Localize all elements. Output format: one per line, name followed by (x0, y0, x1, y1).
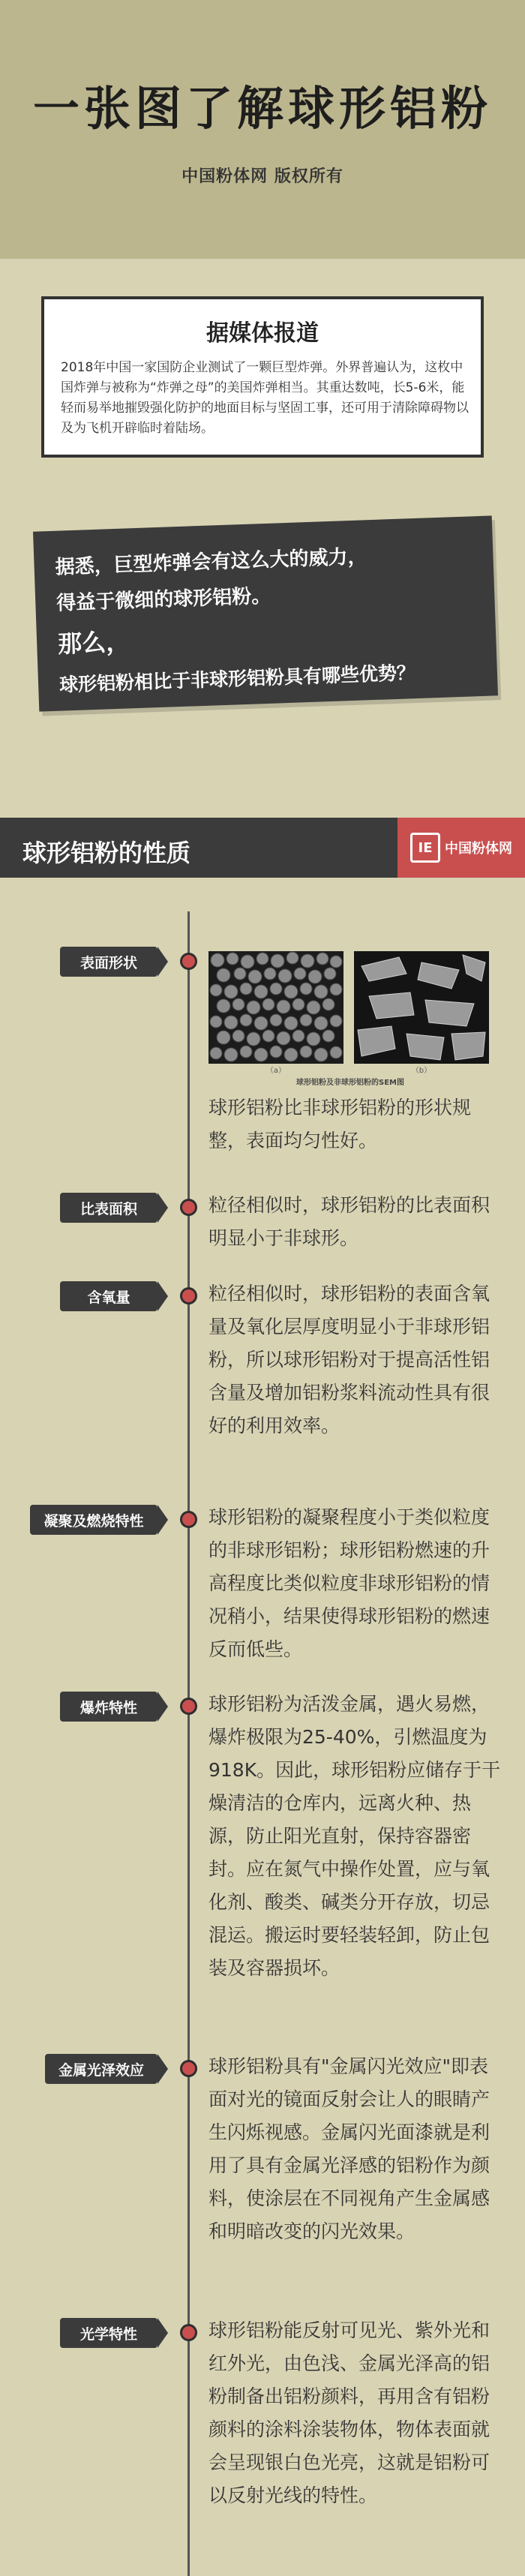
question-line-3: 那么， (57, 627, 130, 659)
property-text-agglomeration-combustion: 球形铝粉的凝聚程度小于类似粒度的非球形铝粉；球形铝粉燃速的升高程度比类似粒度非球形铝粉的情况稍小，结果使得球形铝粉的燃速反而低些。 (208, 1506, 490, 1660)
sem-label-b: （b） (411, 1067, 432, 1075)
header-banner (0, 0, 525, 259)
question-line-2: 得益于微细的球形铝粉。 (56, 584, 272, 615)
sem-figure (204, 951, 496, 1085)
question-banner (33, 515, 498, 711)
property-text-surface-shape: 球形铝粉比非球形铝粉的形状规整，表面均匀性好。 (208, 1097, 472, 1151)
section-header (0, 818, 525, 878)
tag-metallic-luster: 金属光泽效应 (45, 2054, 158, 2084)
media-report-title: 据媒体报道 (206, 320, 319, 347)
tag-oxygen-content: 含氧量 (60, 1281, 158, 1311)
property-text-metallic-luster: 球形铝粉具有"金属闪光效应"即表面对光的镜面反射会让人的眼睛产生闪烁视感。金属闪光面漆就是利用了具有金属光泽感的铝粉作为颜料，使涂层在不同视角产生金属感和明暗改变的闪光效果。 (208, 2055, 490, 2242)
timeline-dot (180, 2060, 197, 2077)
sem-image-non-spherical (354, 951, 489, 1064)
sem-image-spherical (208, 951, 344, 1064)
media-report-box (41, 296, 484, 458)
property-text-oxygen-content: 粒径相似时，球形铝粉的表面含氧量及氧化层厚度明显小于非球形铝粉，所以球形铝粉对于提高活性铝含量及增加铝粉浆料流动性具有很好的利用效率。 (208, 1283, 490, 1437)
copyright-line: 中国粉体网 版权所有 (182, 167, 344, 186)
property-text-explosion-characteristics: 球形铝粉为活泼金属，遇火易燃，爆炸极限为25-40%，引燃温度为918K。因此，球形铝粉应储存于干燥清洁的仓库内，远离火种、热源，防止阳光直射，保持容器密封。应在氮气中操作处置，应与氧化剂、酸类、碱类分开存放，切忌混运。搬运时要轻装轻卸，防止包装及容器损坏。 (208, 1693, 501, 1979)
timeline-dot (180, 953, 197, 970)
section-title: 球形铝粉的性质 (22, 839, 191, 867)
tag-explosion-characteristics: 爆炸特性 (60, 1692, 158, 1722)
logo-text: 中国粉体网 (445, 841, 512, 857)
property-text-specific-surface-area: 粒径相似时，球形铝粉的比表面积明显小于非球形。 (208, 1194, 490, 1249)
logo-icon: IE (410, 833, 440, 863)
tag-agglomeration-combustion: 凝聚及燃烧特性 (30, 1505, 158, 1535)
spherical-particles-graphic (208, 951, 344, 1064)
question-line-4: 球形铝粉相比于非球形铝粉具有哪些优势？ (58, 662, 416, 696)
timeline-dot (180, 1287, 197, 1305)
timeline-dot (180, 2324, 197, 2341)
sem-caption: 球形铝粉及非球形铝粉的SEM图 (296, 1079, 404, 1087)
page-title: 一张图了解球形铝粉 (32, 81, 492, 136)
sem-label-a: （a） (266, 1067, 286, 1075)
timeline-dot (180, 1698, 197, 1715)
brand-logo (398, 818, 525, 878)
question-line-1: 据悉，巨型炸弹会有这么大的威力， (55, 545, 368, 579)
media-report-text: 2018年中国一家国防企业测试了一颗巨型炸弹。外界普遍认为，这枚中国炸弹与被称为“炸弹之母”的美国炸弹相当。其重达数吨，长5-6米，能轻而易举地摧毁强化防护的地面目标与坚固工事，还可用于清除障碍物以及为飞机开辟临时着陆场。 (61, 360, 469, 436)
timeline-dot (180, 1199, 197, 1216)
tag-optical-properties: 光学特性 (60, 2318, 158, 2348)
tag-specific-surface-area: 比表面积 (60, 1193, 158, 1223)
property-text-optical-properties: 球形铝粉能反射可见光、紫外光和红外光，由色浅、金属光泽高的铝粉制备出铝粉颜料，再用含有铝粉颜料的涂料涂装物体，物体表面就会呈现银白色光亮，这就是铝粉可以反射光线的特性。 (208, 2319, 490, 2506)
tag-surface-shape: 表面形状 (60, 947, 158, 977)
flaky-particles-graphic (354, 951, 489, 1064)
timeline-dot (180, 1511, 197, 1528)
